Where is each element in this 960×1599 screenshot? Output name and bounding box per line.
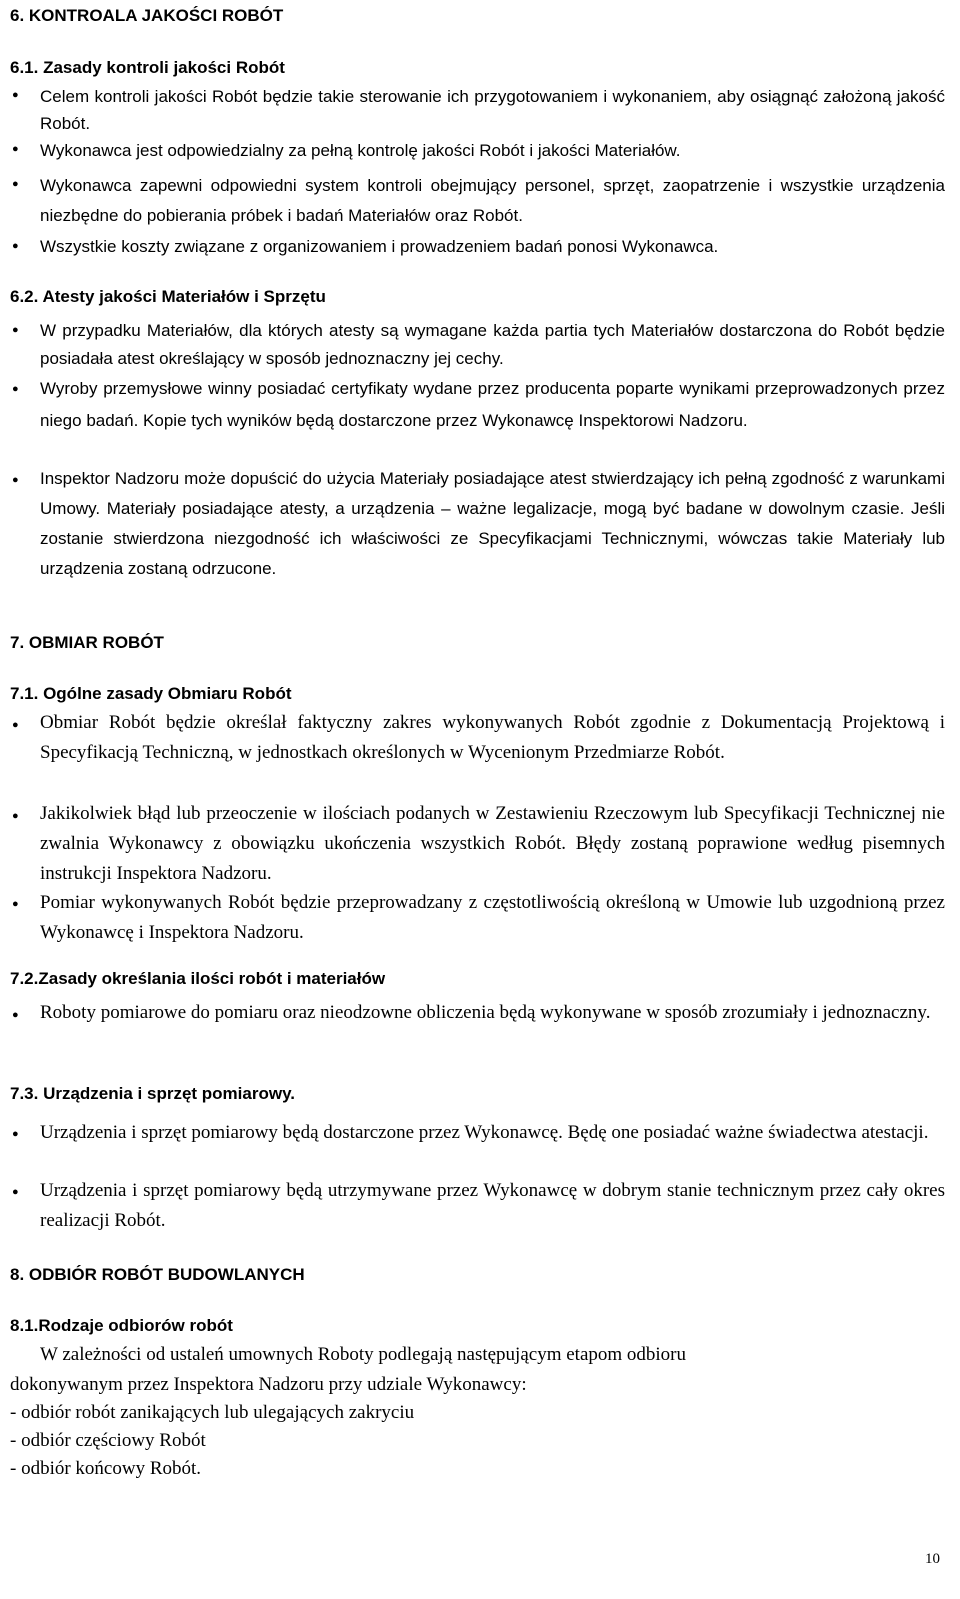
intro-line: W zależności od ustaleń umownych Roboty podlegają następującym etapom odbioru [40,1344,687,1365]
dash-list-item: - odbiór końcowy Robót. [10,1458,202,1479]
list-item: Roboty pomiarowe do pomiaru oraz nieodzowne obliczenia będą wykonywane w sposób zrozumiały i jednoznaczny. [40,1002,931,1023]
section-6-2-heading: 6.2. Atesty jakości Materiałów i Sprzętu [10,287,326,306]
bullet-icon: ● [12,898,19,910]
bullet-icon: ● [12,383,19,395]
list-item: Urządzenia i sprzęt pomiarowy będą utrzymywane przez Wykonawcę w dobrym stanie technicznym przez cały okres realizacji Robót. [40,1180,945,1231]
bullet-icon: ● [12,719,19,731]
section-7-1-heading: 7.1. Ogólne zasady Obmiaru Robót [10,684,292,703]
list-item: Pomiar wykonywanych Robót będzie przeprowadzany z częstotliwością określoną w Umowie lub uzgodnioną przez Wykonawcę i Inspektora Nadzoru. [40,892,945,943]
section-8-1-heading: 8.1.Rodzaje odbiorów robót [10,1316,233,1335]
section-7-3-heading: 7.3. Urządzenia i sprzęt pomiarowy. [10,1084,295,1103]
list-item: W przypadku Materiałów, dla których atesty są wymagane każda partia tych Materiałów dostarczona do Robót będzie posiadała atest określający w sposób jednoznaczny jej cechy. [40,321,945,368]
list-item: Obmiar Robót będzie określał faktyczny zakres wykonywanych Robót zgodnie z Dokumentacją Projektową i Specyfikacją Techniczną, w jednostkach określonych w Wycenionym Przedmiarze Robót. [40,712,945,763]
section-7-heading: 7. OBMIAR ROBÓT [10,633,164,652]
list-item: Wykonawca jest odpowiedzialny za pełną kontrolę jakości Robót i jakości Materiałów. [40,141,681,160]
bullet-icon: ● [12,240,19,252]
intro-line: dokonywanym przez Inspektora Nadzoru przy udziale Wykonawcy: [10,1374,527,1395]
dash-list-item: - odbiór częściowy Robót [10,1430,206,1451]
section-7-2-heading: 7.2.Zasady określania ilości robót i materiałów [10,969,386,988]
list-item: Wykonawca zapewni odpowiedni system kontroli obejmujący personel, sprzęt, zaopatrzenie i wszystkie urządzenia niezbędne do pobierania próbek i badań Materiałów oraz Robót. [40,176,945,225]
list-item: Wszystkie koszty związane z organizowaniem i prowadzeniem badań ponosi Wykonawca. [40,237,719,256]
bullet-icon: ● [12,324,19,336]
section-6-heading: 6. KONTROALA JAKOŚCI ROBÓT [10,6,284,25]
bullet-icon: ● [12,178,19,190]
dash-list-item: - odbiór robót zanikających lub ulegających zakryciu [10,1402,415,1423]
bullet-icon: ● [12,474,19,486]
section-8-heading: 8. ODBIÓR ROBÓT BUDOWLANYCH [10,1265,305,1284]
list-item: Urządzenia i sprzęt pomiarowy będą dostarczone przez Wykonawcę. Będę one posiadać ważne świadectwa atestacji. [40,1122,929,1143]
bullet-icon: ● [12,1186,19,1198]
list-item: Inspektor Nadzoru może dopuścić do użycia Materiały posiadające atest stwierdzający ich pełną zgodność z warunkami Umowy. Materiały posiadające atesty, a urządzenia – ważne legalizacje, mogą być badane w dowolnym czasie. Jeśli zostanie stwierdzona niezgodność ich właściwości ze Specyfikacjami Technicznymi, wówczas takie Materiały lub urządzenia zostaną odrzucone. [40,469,945,578]
bullet-icon: ● [12,1009,19,1021]
bullet-icon: ● [12,1128,19,1140]
bullet-icon: ● [12,89,19,101]
bullet-icon: ● [12,810,19,822]
list-item: Celem kontroli jakości Robót będzie takie sterowanie ich przygotowaniem i wykonaniem, aby osiągnąć założoną jakość Robót. [40,87,945,133]
section-6-1-heading: 6.1. Zasady kontroli jakości Robót [10,58,285,77]
bullet-icon: ● [12,143,19,155]
list-item: Jakikolwiek błąd lub przeoczenie w ilościach podanych w Zestawieniu Rzeczowym lub Specyfikacji Technicznej nie zwalnia Wykonawcy z obowiązku ukończenia wszystkich Robót. Błędy zostaną poprawione według pisemnych instrukcji Inspektora Nadzoru. [40,803,945,884]
list-item: Wyroby przemysłowe winny posiadać certyfikaty wydane przez producenta poparte wynikami przeprowadzonych przez niego badań. Kopie tych wyników będą dostarczone przez Wykonawcę Inspektorowi Nadzoru. [40,379,945,430]
page-number: 10 [925,1551,940,1567]
